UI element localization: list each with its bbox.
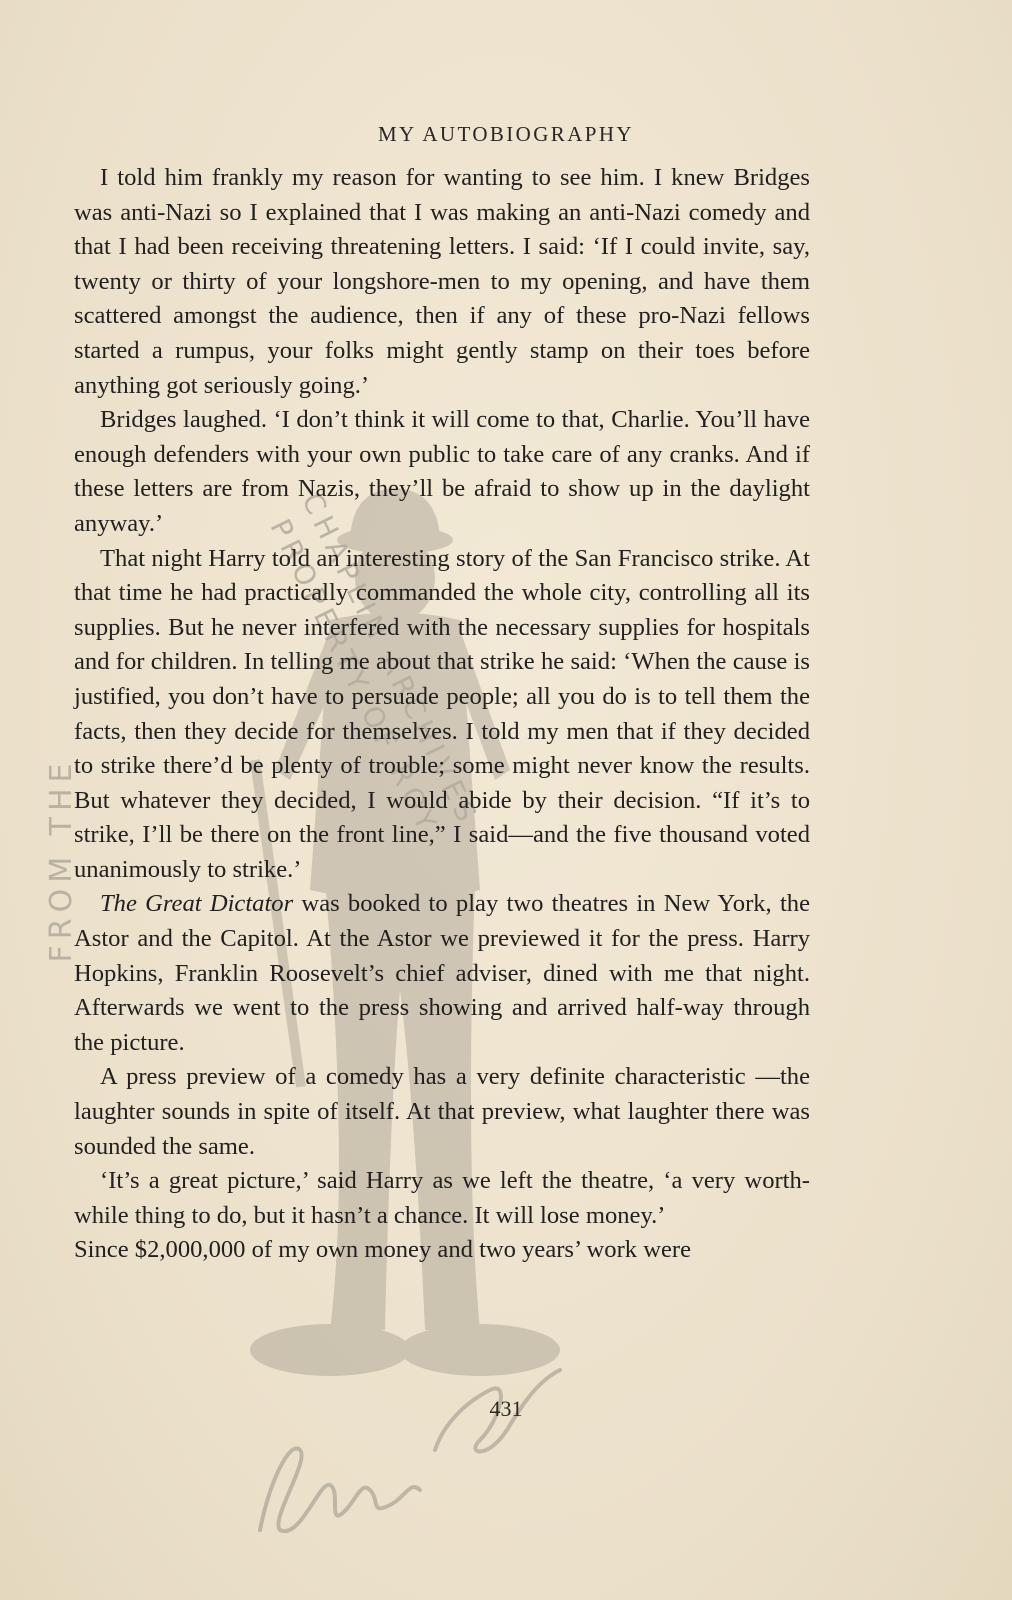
- paragraph: That night Harry told an interesting story of the San Francisco strike. At that time he had practically commanded the whole city, controlling all its supplies. But he never interfered with the necessary supplies for hospitals and for children. In telling me about that strike he said: ‘When the cause is justified, you don’t have to persuade people; all you do is to tell them the facts, then they decide for themselves. I told my men that if they decided to strike there’d be plenty of trouble; some might never know the results. But whatever they decided, I would abide by their decision. “If it’s to strike, I’ll be there on the front line,” I said—and the five thousand voted unanimously to strike.’: [74, 544, 810, 883]
- paragraph-rest: was booked to play two theatres in New York, the Astor and the Capitol. At the Astor we previewed it for the press. Harry Hopkins, Franklin Roosevelt’s chief adviser, dined with me that night. Afterwards we went to the press showing and arrived half-way through the picture.: [74, 890, 810, 1056]
- paragraph: [74, 887, 810, 1060]
- watermark-vertical-text: FROM THE: [44, 757, 79, 963]
- watermark-signature: [240, 1330, 580, 1570]
- paragraph: Since $2,000,000 of my own money and two years’ work were: [74, 1236, 691, 1264]
- page-number: 431: [489, 1396, 523, 1421]
- paragraph: I told him frankly my reason for wanting to see him. I knew Bridges was anti-Nazi so I explained that I was making an anti-Nazi comedy and that I had been receiving threatening letters. I said: ‘If I could invite, say, twenty or thirty of your longshore-men to my opening, and have them scattered amongst the audience, then if any of these pro-Nazi fellows started a rumpus, your folks might gently stamp on their toes before anything got seriously going.’: [74, 164, 810, 399]
- paragraph: ‘It’s a great picture,’ said Harry as we left the theatre, ‘a very worth-while thing to do, but it hasn’t a chance. It will lose money.’: [74, 1167, 810, 1229]
- watermark-diagonal-text: CHAPLIN ARCHIVES PROPERTY OF ROY: [263, 487, 486, 841]
- film-title: The Great Dictator: [100, 890, 294, 918]
- body-text: [74, 161, 810, 1268]
- paragraph: Bridges laughed. ‘I don’t think it will come to that, Charlie. You’ll have enough defenders with your own public to take care of any cranks. And if these letters are from Nazis, they’ll be afraid to show up in the daylight anyway.’: [74, 406, 810, 537]
- paragraph: A press preview of a comedy has a very definite characteristic —the laughter sounds in spite of itself. At that preview, what laughter there was sounded the same.: [74, 1063, 810, 1160]
- running-head: MY AUTOBIOGRAPHY: [377, 122, 634, 146]
